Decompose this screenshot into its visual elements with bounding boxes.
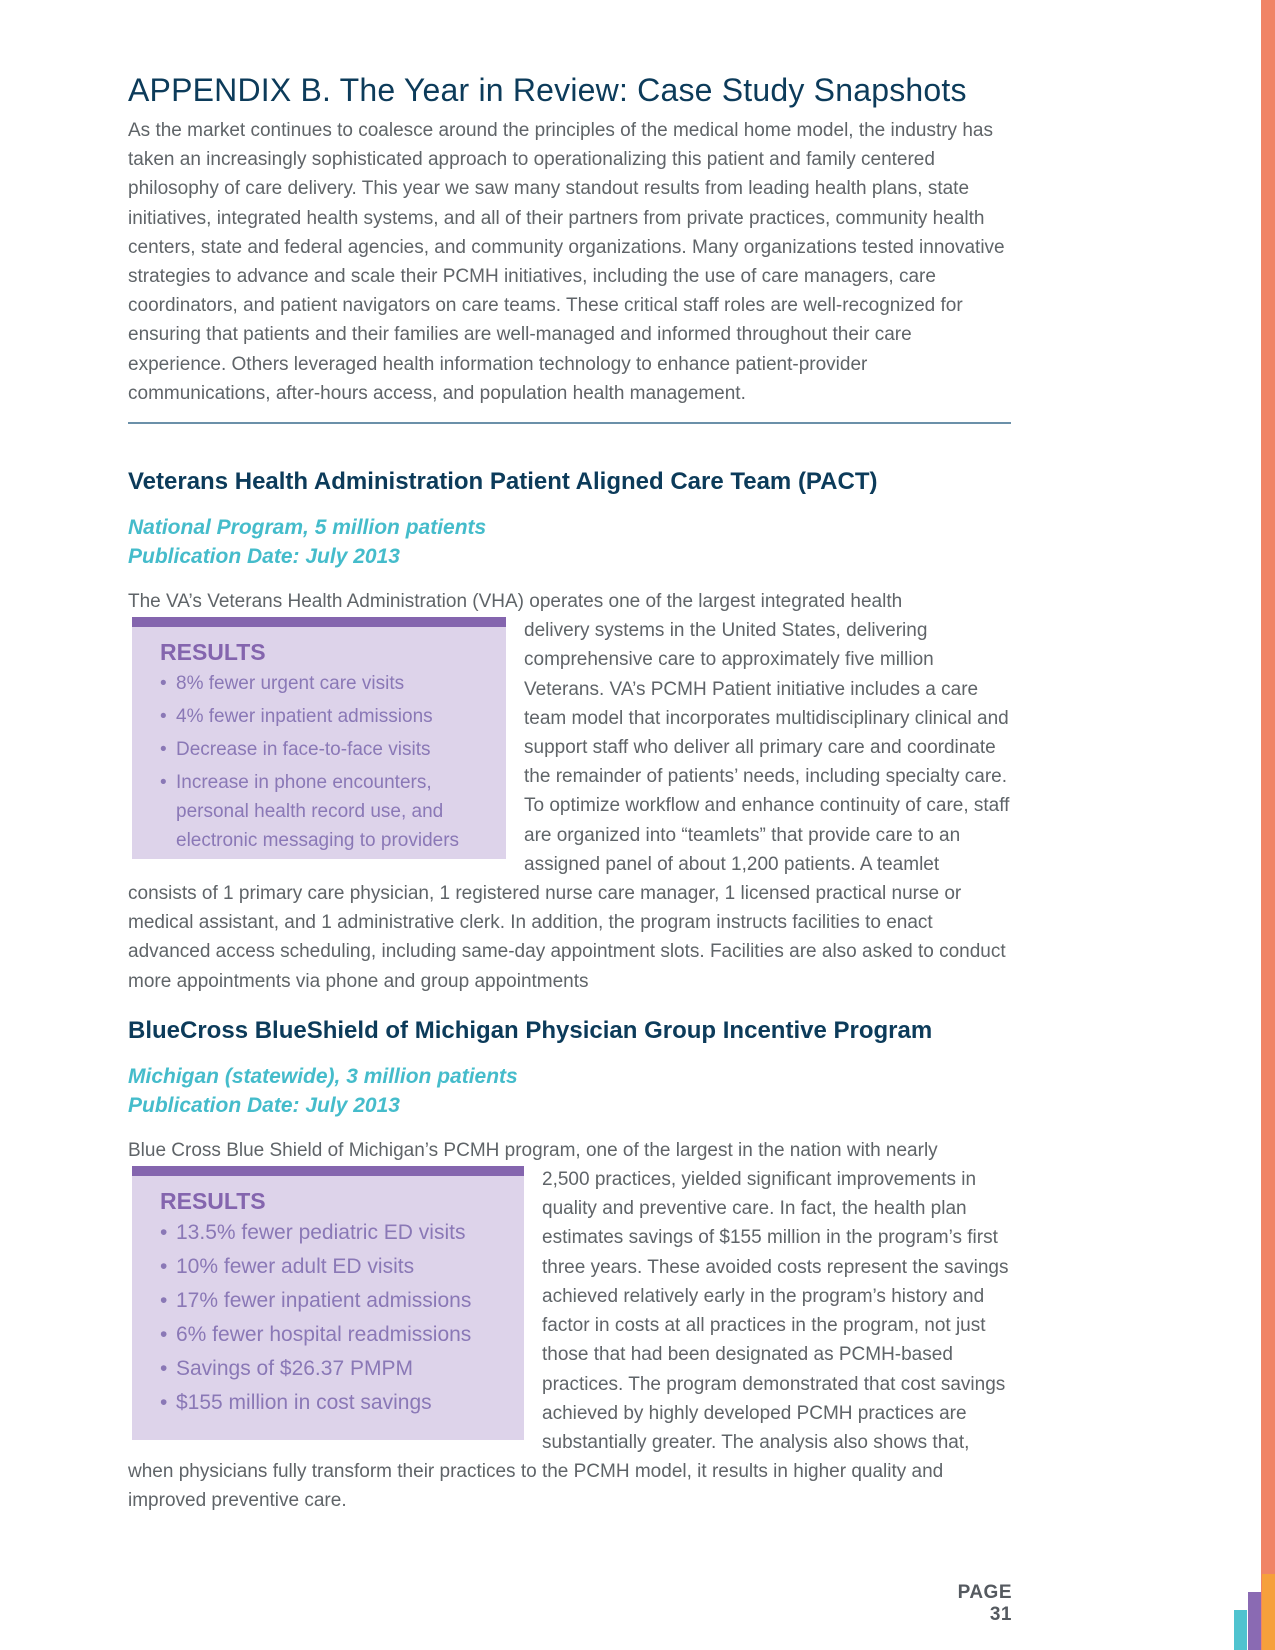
case-body-text: delivery systems in the United States, delivering comprehensive care to approximately five million Veterans. VA’s PCMH Patient initiative includes a care team model that incorporates multidisciplinary clinical and support staff who deliver all primary care and coordinate the remainder of patients’ needs, including specialty care. To optimize workflow and enhance continuity of care, staff are organized into “teamlets” that provide care to an assigned panel of about 1,200 patients. A teamlet consists of 1 primary care physician, 1 registered nurse care manager, 1 licensed practical nurse or medical assistant, and 1 administrative clerk. In addition, the program instructs facilities to enact advanced access scheduling, including same-day appointment slots. Facilities are also asked to conduct more appointments via phone and group appointments xyxy=(128,620,1010,992)
section-divider xyxy=(128,422,1011,424)
results-item: • 8% fewer urgent care visits xyxy=(160,669,496,698)
results-item: • 13.5% fewer pediatric ED visits xyxy=(160,1218,514,1248)
results-box xyxy=(132,617,506,859)
results-item: • 6% fewer hospital readmissions xyxy=(160,1320,514,1350)
case-title: BlueCross BlueShield of Michigan Physician Group Incentive Program xyxy=(128,1016,933,1044)
case-publication-date: Publication Date: July 2013 xyxy=(128,545,400,569)
intro-paragraph: As the market continues to coalesce around the principles of the medical home model, the industry has taken an increasingly sophisticated approach to operationalizing this patient and family centered philosophy of care delivery. This year we saw many standout results from leading health plans, state initiatives, integrated health systems, and all of their partners from private practices, community health centers, state and federal agencies, and community organizations. Many organizations tested innovative strategies to advance and scale their PCMH initiatives, including the use of care managers, care coordinators, and patient navigators on care teams. These critical staff roles are well-recognized for ensuring that patients and their families are well-managed and informed throughout their care experience. Others leveraged health information technology to enhance patient-provider communications, after-hours access, and population health management. xyxy=(128,120,1005,404)
page-title: APPENDIX B. The Year in Review: Case Study Snapshots xyxy=(128,72,967,108)
results-heading: RESULTS xyxy=(160,639,266,666)
results-list xyxy=(160,1218,514,1418)
case-study-bcbsm xyxy=(128,1016,1011,1516)
case-publication-date: Publication Date: July 2013 xyxy=(128,1093,400,1117)
case-lead-text: Blue Cross Blue Shield of Michigan’s PCMH program, one of the largest in the nation with nearly xyxy=(128,1139,938,1161)
case-lead-text: The VA’s Veterans Health Administration (VHA) operates one of the largest integrated health xyxy=(128,591,903,613)
results-item: • Increase in phone encounters, personal health record use, and electronic messaging to providers xyxy=(160,768,496,855)
results-item: • 4% fewer inpatient admissions xyxy=(160,702,496,731)
results-heading: RESULTS xyxy=(160,1188,266,1215)
results-item: • Decrease in face-to-face visits xyxy=(160,735,496,764)
results-item: • 10% fewer adult ED visits xyxy=(160,1252,514,1282)
page-content xyxy=(128,70,1011,1516)
results-box xyxy=(132,1166,524,1440)
corner-bar-teal xyxy=(1234,1610,1247,1650)
case-body-text: 2,500 practices, yielded significant improvements in quality and preventive care. In fact, the health plan estimates savings of $155 million in the program’s first three years. These avoided costs represent the savings achieved relatively early in the program’s history and factor in costs at all practices in the program, not just those that had been designated as PCMH-based practices. The program demonstrated that cost savings achieved by highly developed PCMH practices are substantially greater. The analysis also shows that, when physicians fully transform their practices to the PCMH model, it results in higher quality and improved preventive care. xyxy=(128,1169,1009,1512)
page-number: PAGE 31 xyxy=(957,1582,1012,1625)
corner-color-bars xyxy=(1219,1570,1275,1650)
case-scope: National Program, 5 million patients xyxy=(128,516,487,540)
case-study-vha xyxy=(128,467,1011,996)
results-list xyxy=(160,669,496,855)
right-edge-stripe xyxy=(1261,0,1275,1650)
corner-bar-purple xyxy=(1248,1592,1261,1650)
case-title: Veterans Health Administration Patient Aligned Care Team (PACT) xyxy=(128,468,878,496)
results-item: • $155 million in cost savings xyxy=(160,1388,514,1418)
results-item: • Savings of $26.37 PMPM xyxy=(160,1354,514,1384)
corner-bar-orange xyxy=(1262,1574,1275,1650)
case-scope: Michigan (statewide), 3 million patients xyxy=(128,1064,518,1088)
results-item: • 17% fewer inpatient admissions xyxy=(160,1286,514,1316)
